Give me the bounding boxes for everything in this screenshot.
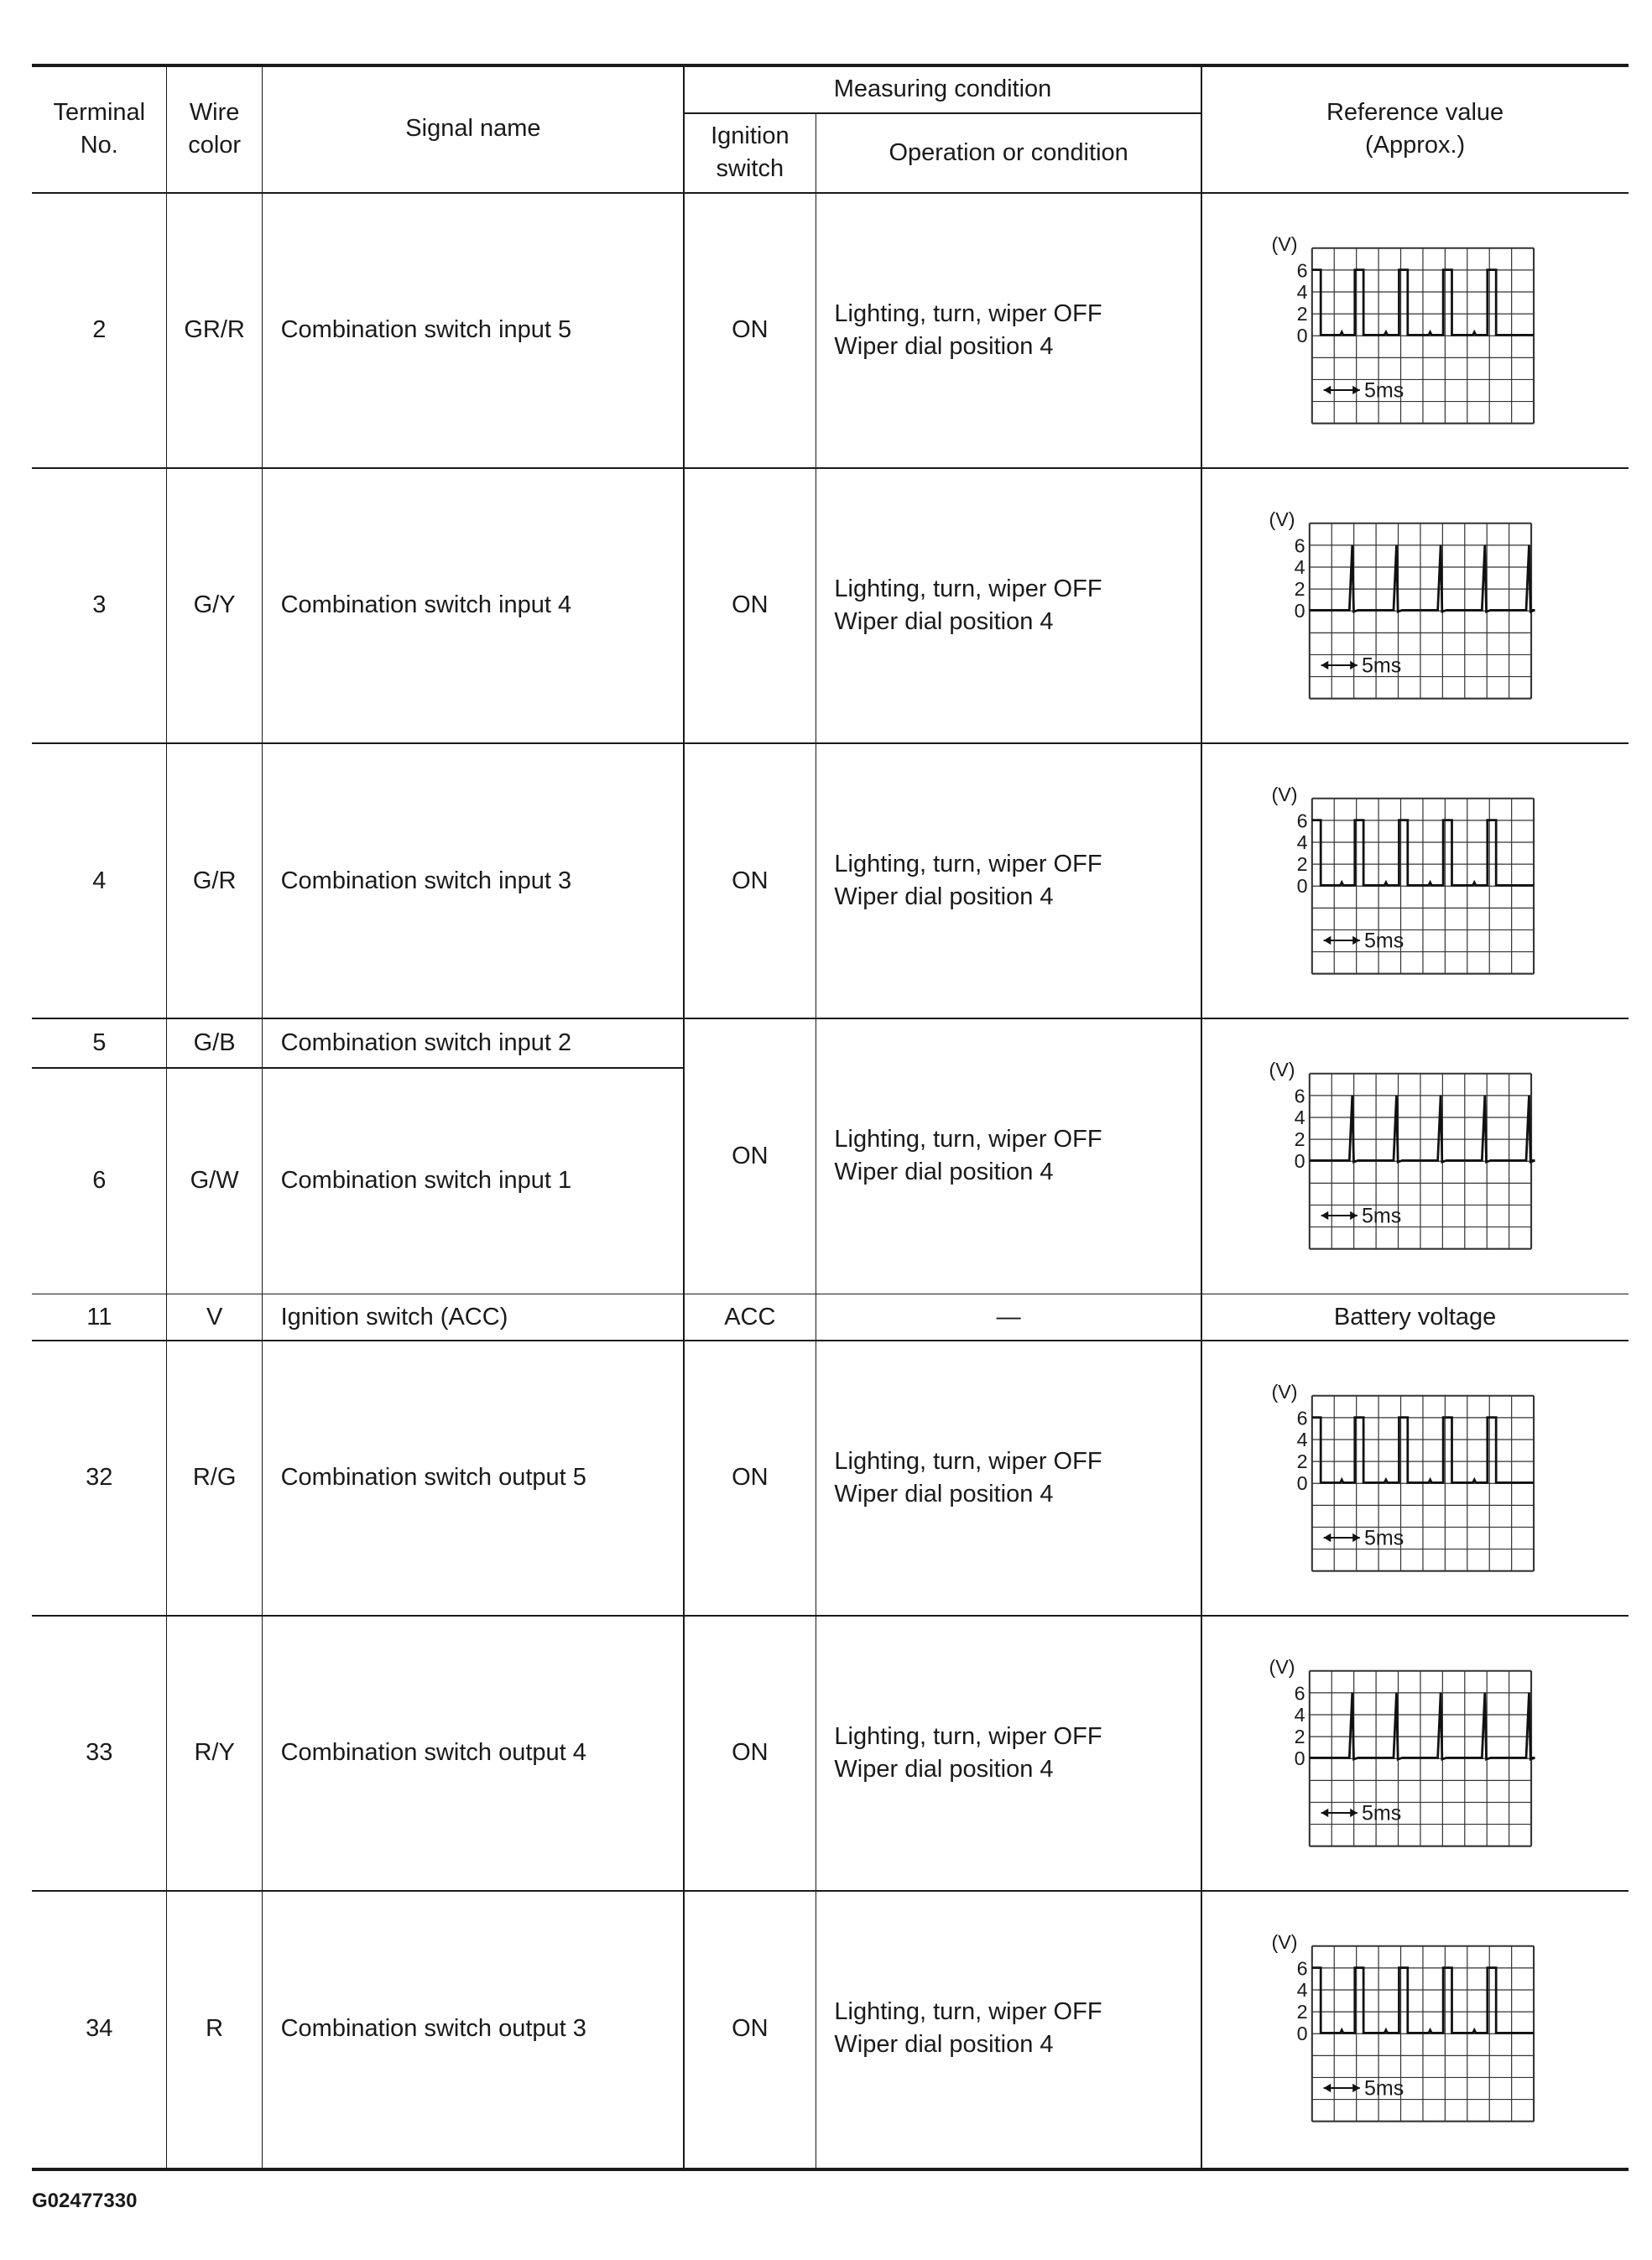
wire-color-cell bbox=[167, 1018, 263, 1068]
terminal-number: 3 bbox=[92, 591, 107, 619]
scope-time-label: 5ms bbox=[1364, 378, 1404, 403]
signal-name: Combination switch output 3 bbox=[280, 2014, 586, 2042]
column-divider bbox=[683, 65, 685, 2169]
header-ignition-switch-cell bbox=[684, 113, 816, 193]
scope-y-tick-label: 2 bbox=[1294, 1725, 1305, 1747]
header-reference-value: Reference value (Approx.) bbox=[1326, 98, 1504, 159]
table-bottom-rule bbox=[32, 2168, 1629, 2171]
scope-y-tick-label: 2 bbox=[1294, 1128, 1305, 1151]
scope-time-label: 5ms bbox=[1364, 2076, 1404, 2101]
terminal-number: 5 bbox=[92, 1029, 107, 1057]
signal-name: Combination switch input 2 bbox=[280, 1029, 572, 1057]
scope-time-label: 5ms bbox=[1364, 929, 1404, 953]
signal-name: Combination switch input 1 bbox=[280, 1167, 572, 1195]
signal-name: Ignition switch (ACC) bbox=[280, 1303, 508, 1330]
header-reference-value-cell bbox=[1201, 65, 1629, 193]
header-signal-name: Signal name bbox=[405, 115, 541, 143]
oscilloscope-waveform bbox=[1266, 1056, 1545, 1252]
signal-name-cell bbox=[263, 1018, 685, 1068]
ignition-switch-state-cell bbox=[684, 193, 816, 468]
wire-color-cell bbox=[167, 1294, 263, 1340]
ignition-switch-state: ON bbox=[732, 867, 769, 894]
header-measuring-condition-cell bbox=[684, 65, 1201, 113]
signal-name: Combination switch input 3 bbox=[280, 867, 572, 894]
wire-color: R/G bbox=[192, 1464, 237, 1492]
oscilloscope-waveform bbox=[1269, 781, 1548, 976]
terminal-number-cell bbox=[32, 1018, 167, 1068]
terminal-number: 11 bbox=[86, 1303, 112, 1330]
terminal-number: 33 bbox=[86, 1739, 113, 1767]
wire-color: G/B bbox=[193, 1029, 236, 1057]
wire-color: G/W bbox=[190, 1167, 239, 1195]
oscilloscope-waveform bbox=[1266, 506, 1545, 701]
scope-y-tick-label: 0 bbox=[1296, 1471, 1308, 1494]
operation-condition: Lighting, turn, wiper OFF Wiper dial position 4 bbox=[834, 1447, 1102, 1508]
column-divider bbox=[166, 65, 168, 2169]
wire-color-cell bbox=[167, 1616, 263, 1891]
scope-unit-label: (V) bbox=[1271, 1931, 1298, 1954]
terminal-number: 2 bbox=[92, 316, 107, 344]
header-terminal-no-cell bbox=[32, 65, 167, 193]
scope-y-tick-label: 0 bbox=[1294, 1150, 1305, 1173]
wire-color-cell bbox=[167, 1341, 263, 1616]
scope-y-tick-label: 2 bbox=[1296, 2000, 1308, 2023]
scope-y-tick-label: 4 bbox=[1296, 831, 1308, 854]
signal-name-cell bbox=[263, 1294, 685, 1340]
scope-y-tick-label: 4 bbox=[1296, 1428, 1308, 1450]
wire-color-cell bbox=[167, 743, 263, 1018]
ignition-switch-state-cell bbox=[684, 743, 816, 1018]
oscilloscope-waveform bbox=[1269, 1929, 1548, 2124]
header-bottom-rule bbox=[32, 192, 1629, 194]
header-ignition-switch: Ignition switch bbox=[711, 122, 790, 183]
signal-name-cell bbox=[263, 468, 685, 743]
scope-signal-trace bbox=[1310, 1096, 1535, 1162]
terminal-number-cell bbox=[32, 468, 167, 743]
scope-y-tick-label: 0 bbox=[1296, 874, 1308, 897]
ignition-switch-state: ON bbox=[732, 1142, 769, 1169]
wire-color: G/Y bbox=[193, 591, 236, 619]
scope-y-tick-label: 6 bbox=[1296, 1957, 1308, 1980]
row-divider bbox=[32, 742, 1629, 744]
scope-y-tick-label: 2 bbox=[1296, 1450, 1308, 1472]
terminal-number: 32 bbox=[86, 1464, 113, 1492]
scope-y-tick-label: 4 bbox=[1294, 1107, 1305, 1129]
scope-signal-trace bbox=[1310, 1692, 1535, 1758]
scope-unit-label: (V) bbox=[1269, 1059, 1295, 1081]
scope-y-tick-label: 2 bbox=[1296, 853, 1308, 876]
wire-color: GR/R bbox=[184, 316, 245, 344]
terminal-number-cell bbox=[32, 1294, 167, 1340]
reference-value-cell bbox=[1201, 1294, 1629, 1340]
header-signal-name-cell bbox=[263, 65, 685, 193]
scope-y-tick-label: 2 bbox=[1294, 577, 1305, 600]
scope-time-label: 5ms bbox=[1361, 1801, 1401, 1825]
header-wire-color: Wire color bbox=[188, 98, 242, 159]
scope-y-tick-label: 0 bbox=[1294, 599, 1305, 622]
terminal-number-cell bbox=[32, 743, 167, 1018]
operation-condition: — bbox=[996, 1303, 1021, 1330]
ignition-switch-state: ON bbox=[732, 1739, 769, 1767]
terminal-number-cell bbox=[32, 1341, 167, 1616]
operation-condition-cell bbox=[816, 1891, 1201, 2166]
scope-time-label: 5ms bbox=[1361, 1204, 1401, 1228]
row-divider bbox=[32, 1018, 1629, 1019]
ignition-switch-state-cell bbox=[684, 1891, 816, 2166]
header-operation-or-condition-cell bbox=[816, 113, 1201, 193]
scope-y-tick-label: 2 bbox=[1296, 302, 1308, 325]
signal-name-cell bbox=[263, 743, 685, 1018]
terminal-number: 4 bbox=[92, 867, 107, 894]
row-divider bbox=[32, 467, 1629, 469]
operation-condition-cell bbox=[816, 1018, 1201, 1294]
oscilloscope-waveform bbox=[1266, 1653, 1545, 1849]
terminal-number-cell bbox=[32, 1891, 167, 2166]
ignition-switch-state-cell bbox=[684, 1294, 816, 1340]
wire-color: R bbox=[206, 2014, 224, 2042]
ignition-switch-state: ON bbox=[732, 2014, 769, 2042]
operation-condition: Lighting, turn, wiper OFF Wiper dial position 4 bbox=[834, 575, 1102, 635]
operation-condition: Lighting, turn, wiper OFF Wiper dial position 4 bbox=[834, 1722, 1102, 1783]
scope-y-tick-label: 6 bbox=[1296, 810, 1308, 832]
signal-name: Combination switch output 4 bbox=[280, 1739, 586, 1767]
header-sub-rule bbox=[684, 112, 1201, 114]
signal-name: Combination switch input 4 bbox=[280, 591, 572, 619]
scope-unit-label: (V) bbox=[1271, 232, 1298, 255]
terminal-number-cell bbox=[32, 193, 167, 468]
row-divider bbox=[32, 1890, 1629, 1892]
operation-condition: Lighting, turn, wiper OFF Wiper dial position 4 bbox=[834, 1126, 1102, 1186]
scope-y-tick-label: 0 bbox=[1294, 1747, 1305, 1769]
header-operation-or-condition: Operation or condition bbox=[889, 138, 1128, 166]
ignition-switch-state: ON bbox=[732, 591, 769, 619]
column-divider bbox=[816, 113, 817, 2169]
row-divider bbox=[32, 1615, 1629, 1617]
row-divider bbox=[32, 1340, 1629, 1341]
scope-unit-label: (V) bbox=[1269, 508, 1295, 530]
operation-condition-cell bbox=[816, 1616, 1201, 1891]
column-divider bbox=[262, 65, 263, 2169]
terminal-number: 34 bbox=[86, 2014, 113, 2042]
scope-y-tick-label: 4 bbox=[1294, 555, 1305, 578]
ignition-switch-state-cell bbox=[684, 1018, 816, 1294]
scope-y-tick-label: 4 bbox=[1296, 1979, 1308, 2002]
scope-y-tick-label: 4 bbox=[1294, 1703, 1305, 1726]
header-wire-color-cell bbox=[167, 65, 263, 193]
ignition-switch-state-cell bbox=[684, 1616, 816, 1891]
scope-y-tick-label: 6 bbox=[1296, 258, 1308, 281]
wire-color-cell bbox=[167, 1891, 263, 2166]
signal-name-cell bbox=[263, 1891, 685, 2166]
ignition-switch-state: ON bbox=[732, 1464, 769, 1492]
operation-condition-cell bbox=[816, 743, 1201, 1018]
signal-name: Combination switch input 5 bbox=[280, 316, 572, 344]
header-measuring-condition: Measuring condition bbox=[833, 75, 1052, 102]
operation-condition-cell bbox=[816, 193, 1201, 468]
signal-name-cell bbox=[263, 1616, 685, 1891]
scope-y-tick-label: 0 bbox=[1296, 2022, 1308, 2044]
scope-y-tick-label: 6 bbox=[1296, 1406, 1308, 1429]
scope-y-tick-label: 0 bbox=[1296, 324, 1308, 346]
terminal-number-cell bbox=[32, 1616, 167, 1891]
wire-color-cell bbox=[167, 468, 263, 743]
signal-name: Combination switch output 5 bbox=[280, 1464, 586, 1492]
scope-signal-trace bbox=[1310, 544, 1535, 611]
scope-y-tick-label: 6 bbox=[1294, 534, 1305, 557]
header-terminal-no: Terminal No. bbox=[53, 98, 146, 159]
wire-color: V bbox=[206, 1303, 223, 1330]
scope-y-tick-label: 6 bbox=[1294, 1085, 1305, 1107]
oscilloscope-waveform bbox=[1269, 231, 1548, 426]
operation-condition-cell bbox=[816, 1341, 1201, 1616]
scope-unit-label: (V) bbox=[1271, 784, 1298, 806]
column-divider bbox=[1201, 65, 1202, 2169]
ignition-switch-state: ACC bbox=[724, 1303, 776, 1330]
scope-y-tick-label: 6 bbox=[1294, 1681, 1305, 1704]
scope-y-tick-label: 4 bbox=[1296, 280, 1308, 303]
ignition-switch-state-cell bbox=[684, 468, 816, 743]
wire-color-cell bbox=[167, 1068, 263, 1294]
operation-condition: Lighting, turn, wiper OFF Wiper dial position 4 bbox=[834, 299, 1102, 360]
signal-name-cell bbox=[263, 193, 685, 468]
wire-color: R/Y bbox=[194, 1739, 235, 1767]
scope-time-label: 5ms bbox=[1361, 654, 1401, 678]
signal-name-cell bbox=[263, 1068, 685, 1294]
wire-color: G/R bbox=[192, 867, 237, 894]
ignition-switch-state-cell bbox=[684, 1341, 816, 1616]
row-divider bbox=[32, 1067, 684, 1069]
scope-unit-label: (V) bbox=[1269, 1655, 1295, 1678]
terminal-number: 6 bbox=[92, 1167, 107, 1195]
scope-time-label: 5ms bbox=[1364, 1526, 1404, 1550]
row-divider bbox=[32, 1294, 1629, 1295]
scope-unit-label: (V) bbox=[1271, 1380, 1298, 1403]
operation-condition: Lighting, turn, wiper OFF Wiper dial position 4 bbox=[834, 851, 1102, 911]
oscilloscope-waveform bbox=[1269, 1378, 1548, 1574]
figure-id: G02477330 bbox=[31, 2189, 138, 2212]
operation-condition-cell bbox=[816, 1294, 1201, 1340]
terminal-number-cell bbox=[32, 1068, 167, 1294]
ignition-switch-state: ON bbox=[732, 316, 769, 344]
table-top-rule bbox=[32, 64, 1629, 67]
reference-value: Battery voltage bbox=[1333, 1303, 1497, 1330]
operation-condition: Lighting, turn, wiper OFF Wiper dial position 4 bbox=[834, 1998, 1102, 2059]
operation-condition-cell bbox=[816, 468, 1201, 743]
wire-color-cell bbox=[167, 193, 263, 468]
signal-name-cell bbox=[263, 1341, 685, 1616]
